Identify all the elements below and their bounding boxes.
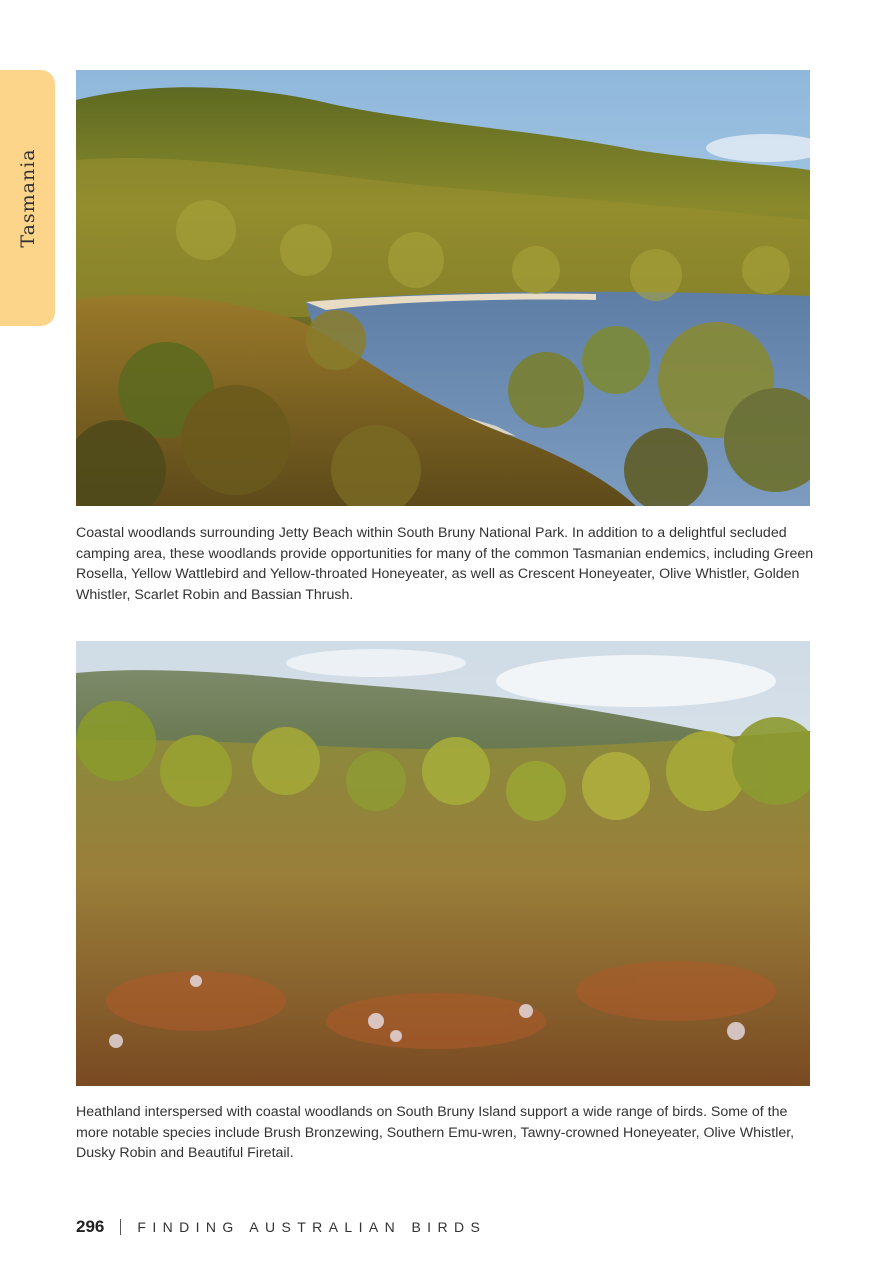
running-title: FINDING AUSTRALIAN BIRDS — [137, 1219, 487, 1235]
footer-divider — [120, 1219, 121, 1235]
page-number: 296 — [76, 1217, 105, 1236]
photo-jetty-beach — [76, 70, 810, 506]
photo-caption: Coastal woodlands surrounding Jetty Beach within South Bruny National Park. In addition to a delightful secluded camping area, these woodlands provide opportunities for many of the common Tasmanian endemics, including Green Rosella, Yellow Wattlebird and Yellow-throated Honeyeater, as well as Crescent Honeyeater, Olive Whistler, Golden Whistler, Scarlet Robin and Bassian Thrush. — [76, 525, 814, 603]
section-tab — [0, 70, 55, 326]
photo-caption: Heathland interspersed with coastal woodlands on South Bruny Island support a wide range of birds. Some of the more notable species include Brush Bronzewing, Southern Emu-wren, Tawny-crowned Honeyeater, Olive Whistler, Dusky Robin and Beautiful Firetail. — [76, 1104, 795, 1161]
page-footer — [76, 1214, 486, 1240]
photo-heathland — [76, 641, 810, 1086]
section-tab-label: Tasmania — [16, 148, 39, 248]
